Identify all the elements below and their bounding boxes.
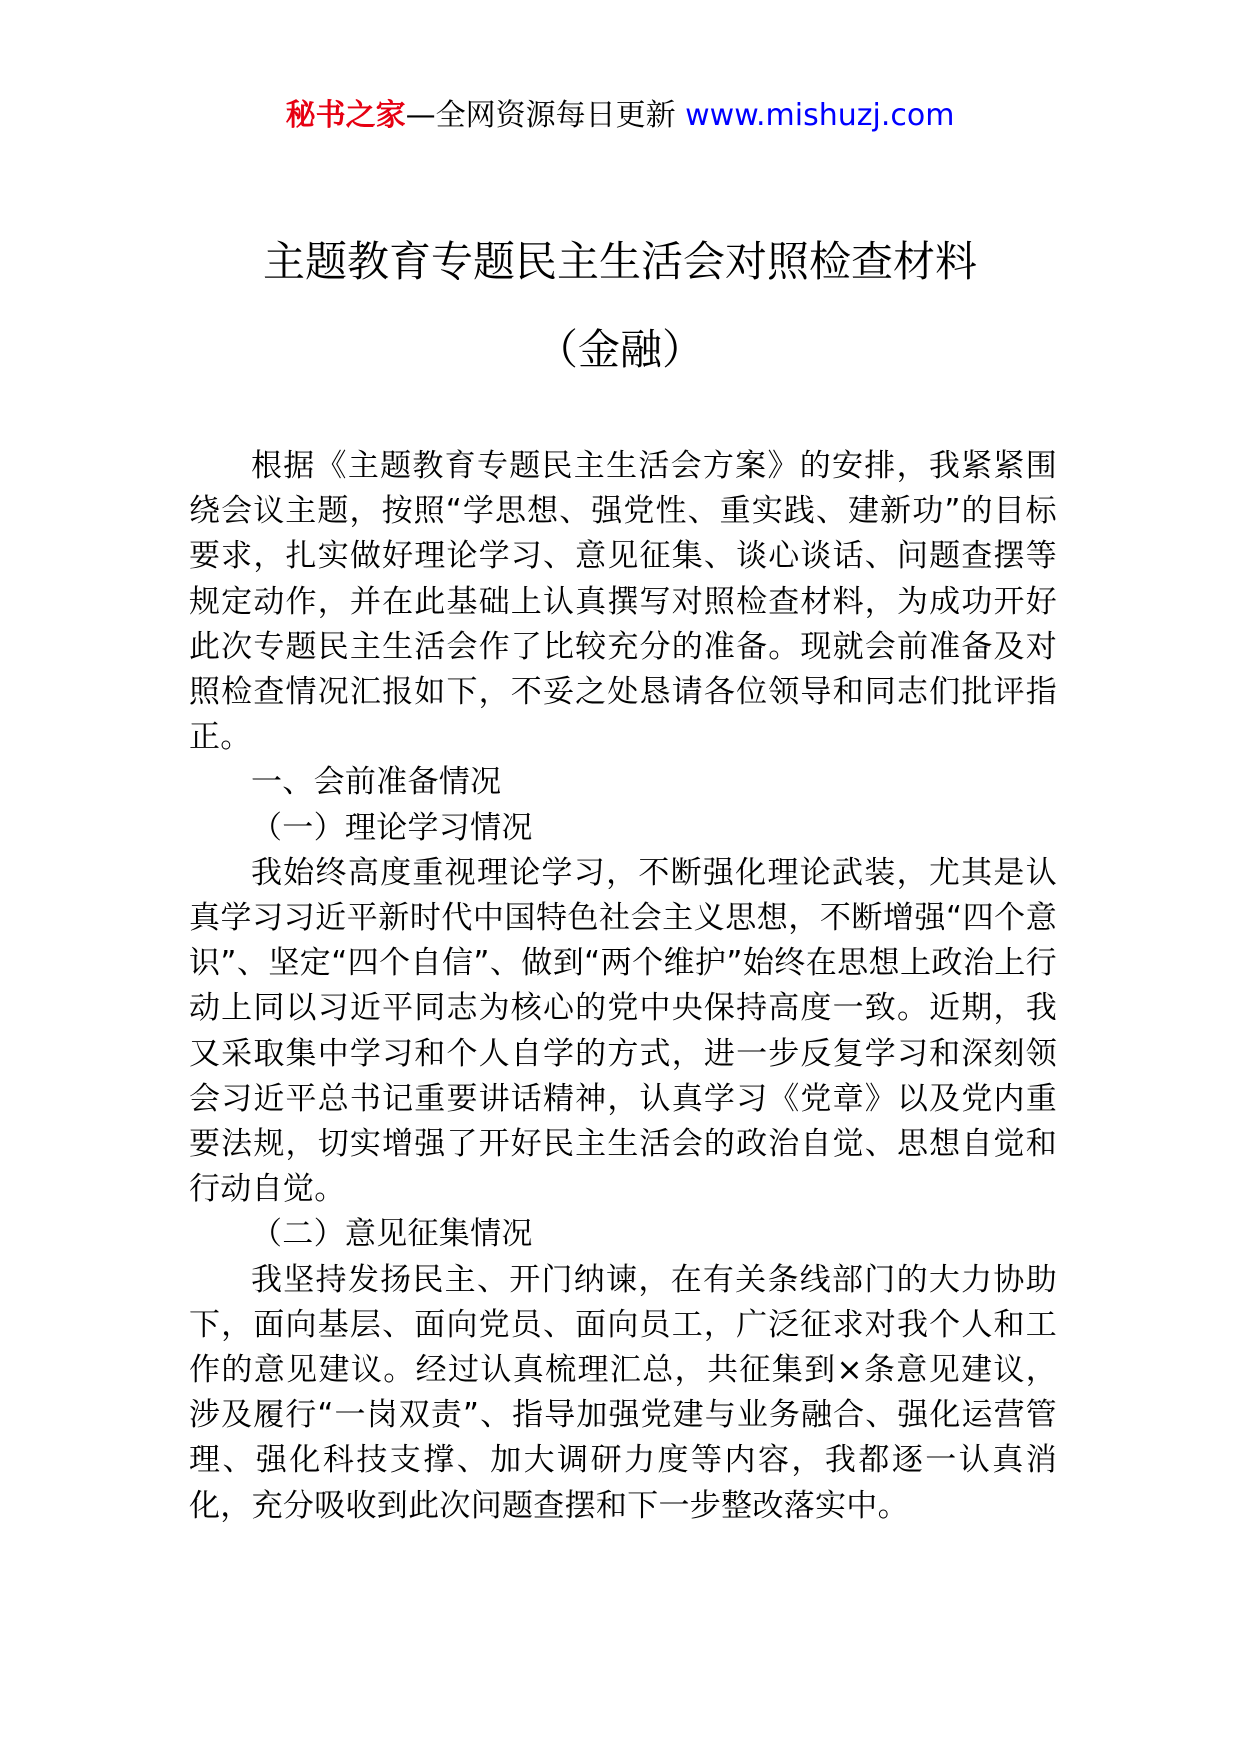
- site-tagline: —全网资源每日更新: [405, 98, 686, 133]
- body-paragraph: 我始终高度重视理论学习，不断强化理论武装，尤其是认真学习习近平新时代中国特色社会主义思想，不断增强“四个意识”、坚定“四个自信”、做到“两个维护”始终在思想上政治上行动上同以习近平同志为核心的党中央保持高度一致。近期，我又采取集中学习和个人自学的方式，进一步反复学习和深刻领会习近平总书记重要讲话精神，认真学习《党章》以及党内重要法规，切实增强了开好民主生活会的政治自觉、思想自觉和行动自觉。: [189, 854, 1057, 1208]
- body-paragraph: 我坚持发扬民主、开门纳谏，在有关条线部门的大力协助下，面向基层、面向党员、面向员工，广泛征求对我个人和工作的意见建议。经过认真梳理汇总，共征集到×条意见建议，涉及履行“一岗双责”、指导加强党建与业务融合、强化运营管理、强化科技支撑、加大调研力度等内容，我都逐一认真消化，充分吸收到此次问题查摆和下一步整改落实中。: [189, 1261, 1057, 1524]
- document-title: 主题教育专题民主生活会对照检查材料: [262, 237, 977, 286]
- site-brand: 秘书之家: [285, 98, 406, 133]
- subsection-heading: （一）理论学习情况: [251, 809, 533, 846]
- document-subtitle: （金融）: [535, 325, 704, 374]
- section-heading: 一、会前准备情况: [251, 764, 502, 801]
- site-url-link[interactable]: www.mishuzj.com: [685, 98, 955, 133]
- site-header: [0, 96, 1240, 136]
- document-body: [189, 444, 1057, 1529]
- intro-paragraph: 根据《主题教育专题民主生活会方案》的安排，我紧紧围绕会议主题，按照“学思想、强党性、重实践、建新功”的目标要求，扎实做好理论学习、意见征集、谈心谈话、问题查摆等规定动作，并在此基础上认真撰写对照检查材料，为成功开好此次专题民主生活会作了比较充分的准备。现就会前准备及对照检查情况汇报如下，不妥之处恳请各位领导和同志们批评指正。: [189, 448, 1057, 756]
- subsection-heading: （二）意见征集情况: [251, 1216, 533, 1253]
